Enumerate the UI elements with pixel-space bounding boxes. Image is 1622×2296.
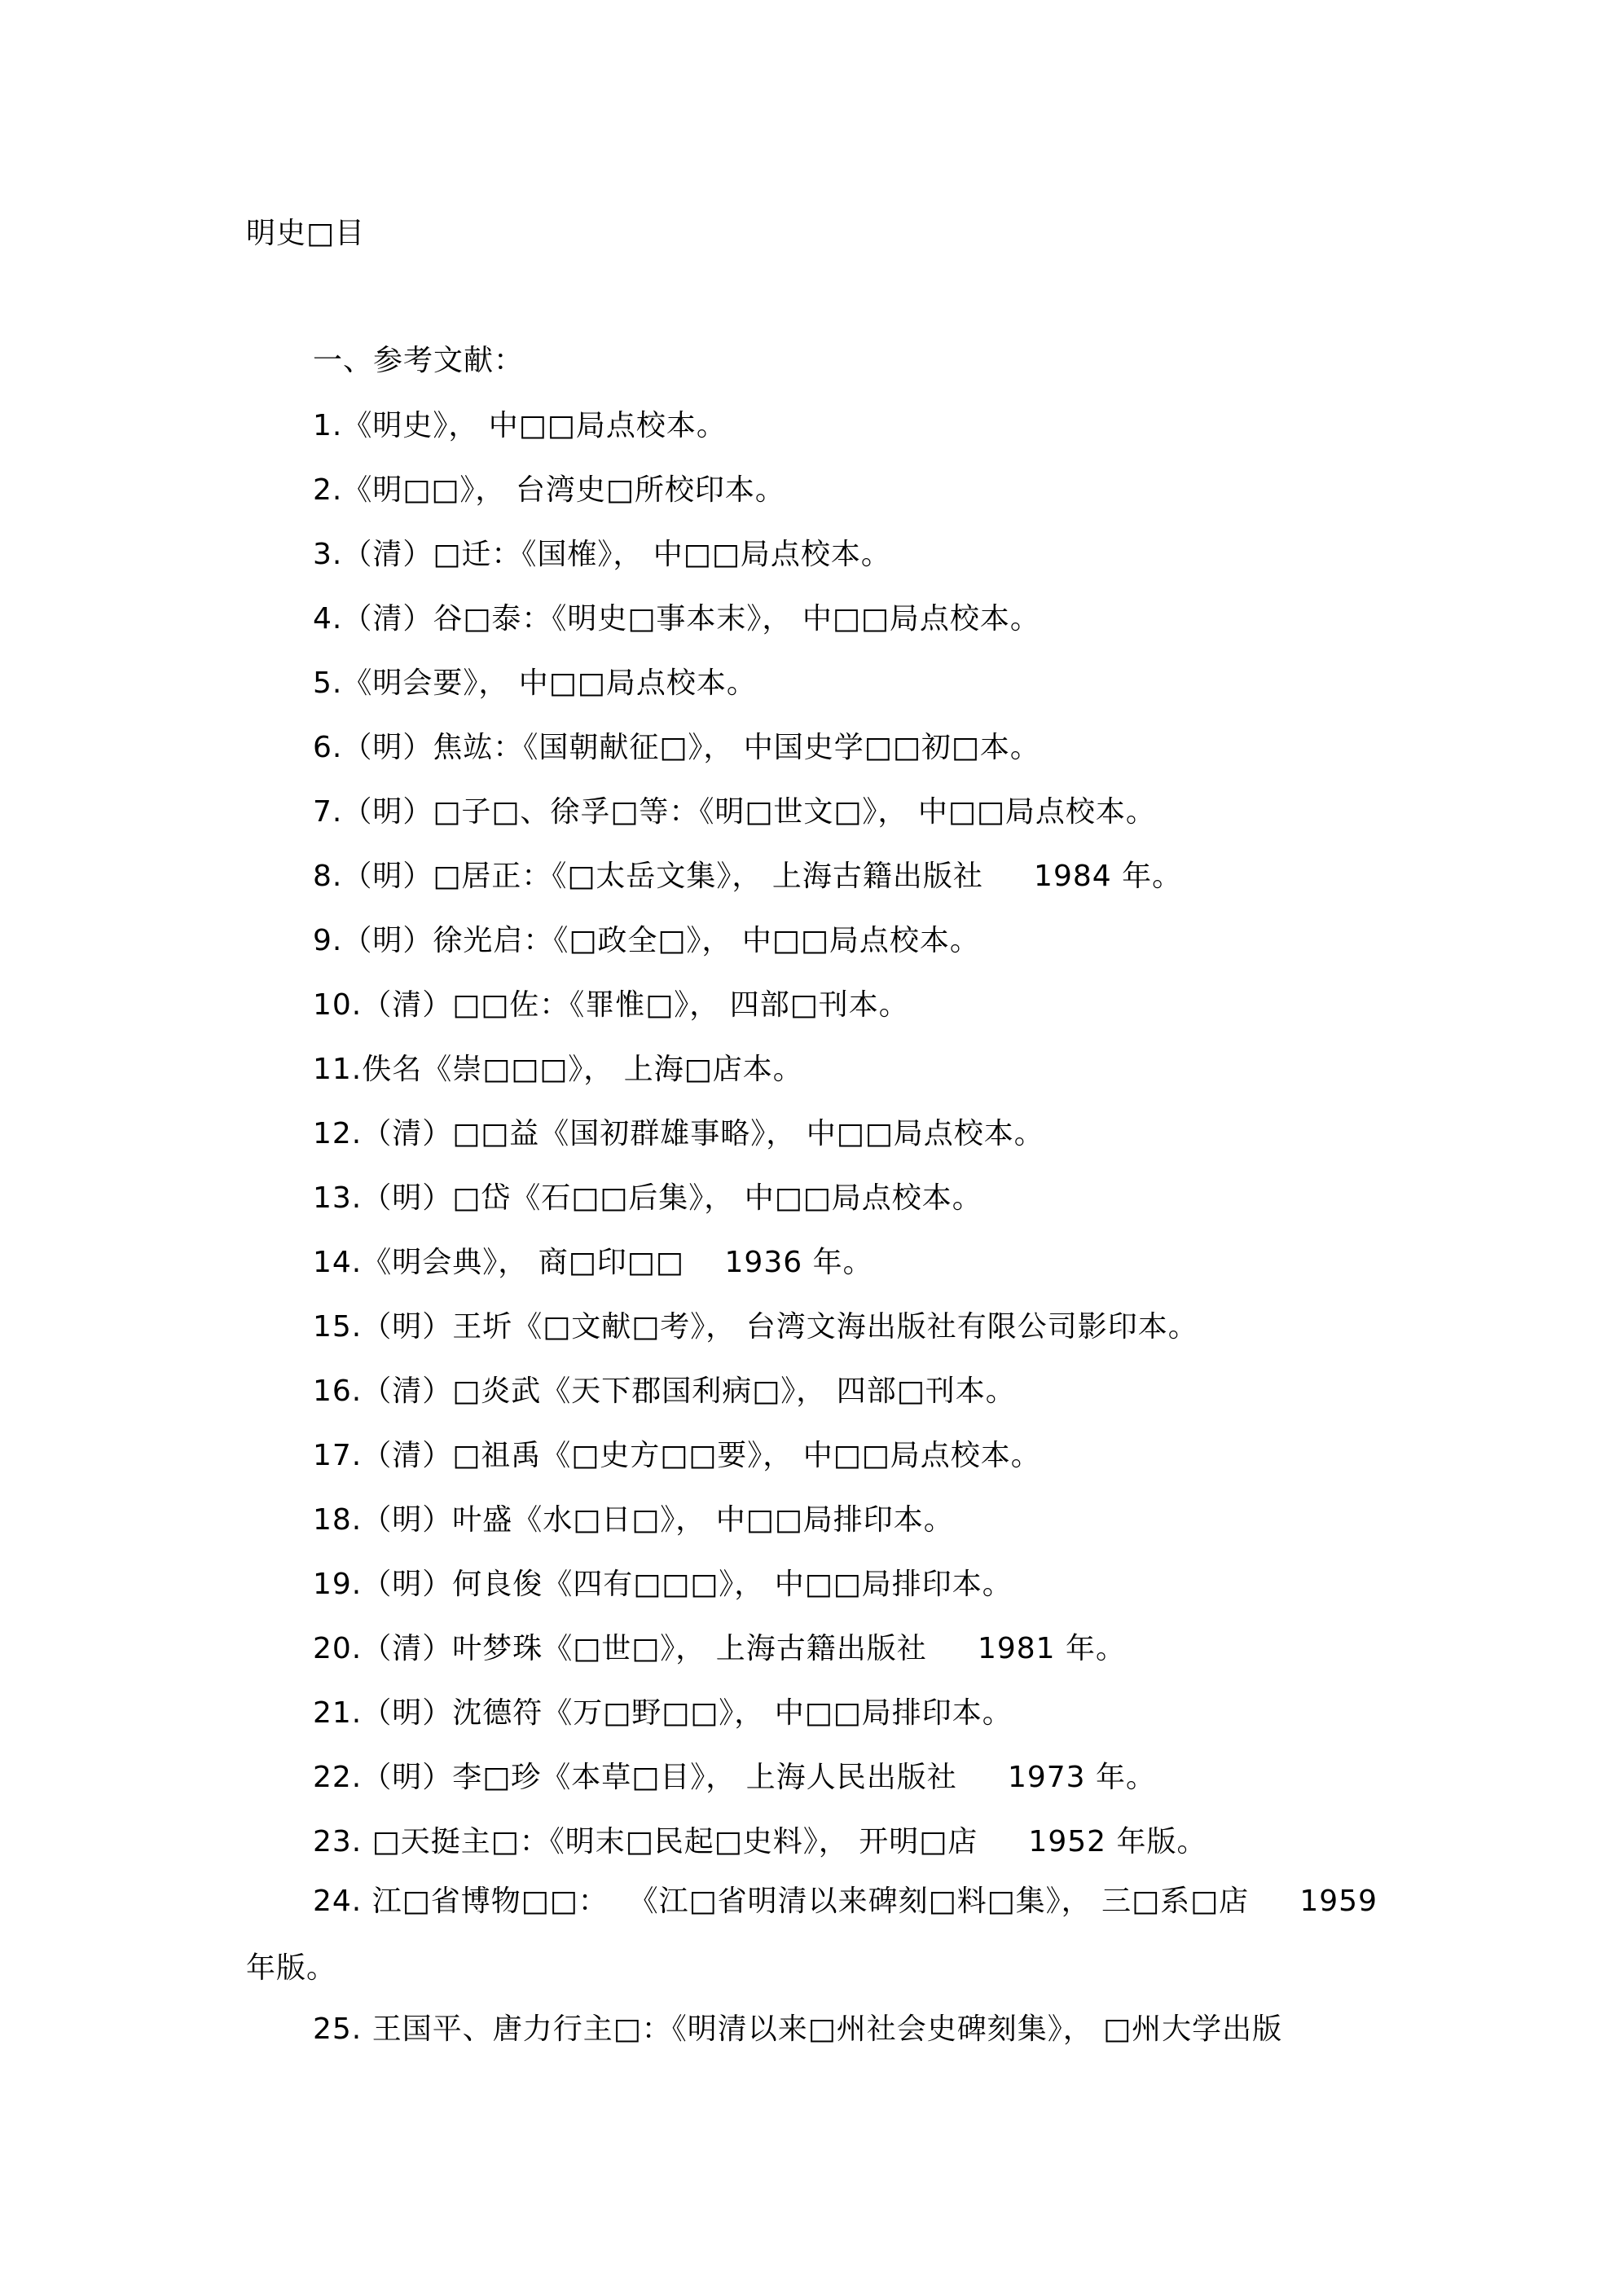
reference-item: 23. □天挺主□：《明末□民起□史料》， 开明□店 1952 年版。 xyxy=(313,1825,1207,1858)
reference-item: 9.（明）徐光启：《□政全□》， 中□□局点校本。 xyxy=(313,924,980,957)
reference-item: 14.《明会典》， 商□印□□ 1936 年。 xyxy=(313,1246,873,1279)
reference-item: 5.《明会要》， 中□□局点校本。 xyxy=(313,666,757,700)
reference-item: 13.（明）□岱《石□□后集》， 中□□局点校本。 xyxy=(313,1181,982,1215)
reference-item: 8.（明）□居正：《□太岳文集》， 上海古籍出版社 1984 年。 xyxy=(313,860,1183,893)
document-title: 明史□目 xyxy=(246,217,366,250)
section-heading-references: 一、参考文献： xyxy=(313,344,525,377)
reference-item: 2.《明□□》， 台湾史□所校印本。 xyxy=(313,473,785,507)
reference-item: 20.（清）叶梦珠《□世□》， 上海古籍出版社 1981 年。 xyxy=(313,1632,1127,1665)
reference-item: 10.（清）□□佐：《罪惟□》， 四部□刊本。 xyxy=(313,988,909,1022)
reference-item: 7.（明）□子□、徐孚□等：《明□世文□》， 中□□局点校本。 xyxy=(313,795,1156,829)
reference-list xyxy=(313,406,1396,1886)
reference-line-first: 25. 王国平、唐力行主□：《明清以来□州社会史碑刻集》， □州大学出版 xyxy=(313,2012,1283,2046)
reference-item: 11.佚名《崇□□□》， 上海□店本。 xyxy=(313,1053,803,1086)
reference-item: 18.（明）叶盛《水□日□》， 中□□局排印本。 xyxy=(313,1503,954,1537)
reference-item: 21.（明）沈德符《万□野□□》， 中□□局排印本。 xyxy=(313,1696,1013,1730)
reference-item: 17.（清）□祖禹《□史方□□要》， 中□□局点校本。 xyxy=(313,1439,1041,1472)
reference-item: 19.（明）何良俊《四有□□□》， 中□□局排印本。 xyxy=(313,1568,1013,1601)
reference-item: 4.（清）谷□泰：《明史□事本末》， 中□□局点校本。 xyxy=(313,602,1040,636)
reference-line-continuation: 年版。 xyxy=(246,1951,337,1985)
reference-item-wrapped-24 xyxy=(0,1881,1622,1995)
reference-item: 16.（清）□炎武《天下郡国利病□》， 四部□刊本。 xyxy=(313,1375,1016,1408)
reference-item: 15.（明）王圻《□文献□考》， 台湾文海出版社有限公司影印本。 xyxy=(313,1310,1198,1344)
reference-item: 3.（清）□迁：《国榷》， 中□□局点校本。 xyxy=(313,538,891,571)
reference-item: 1.《明史》， 中□□局点校本。 xyxy=(313,409,727,442)
reference-line-first: 24. 江□省博物□□： 《江□省明清以来碑刻□料□集》， 三□系□店 1959 xyxy=(313,1885,1378,1918)
reference-item-wrapped-25 xyxy=(0,2009,1622,2058)
reference-item: 12.（清）□□益《国初群雄事略》， 中□□局点校本。 xyxy=(313,1117,1044,1150)
reference-item: 6.（明）焦竑：《国朝献征□》， 中国史学□□初□本。 xyxy=(313,731,1040,764)
reference-item: 22.（明）李□珍《本草□目》， 上海人民出版社 1973 年。 xyxy=(313,1761,1157,1794)
